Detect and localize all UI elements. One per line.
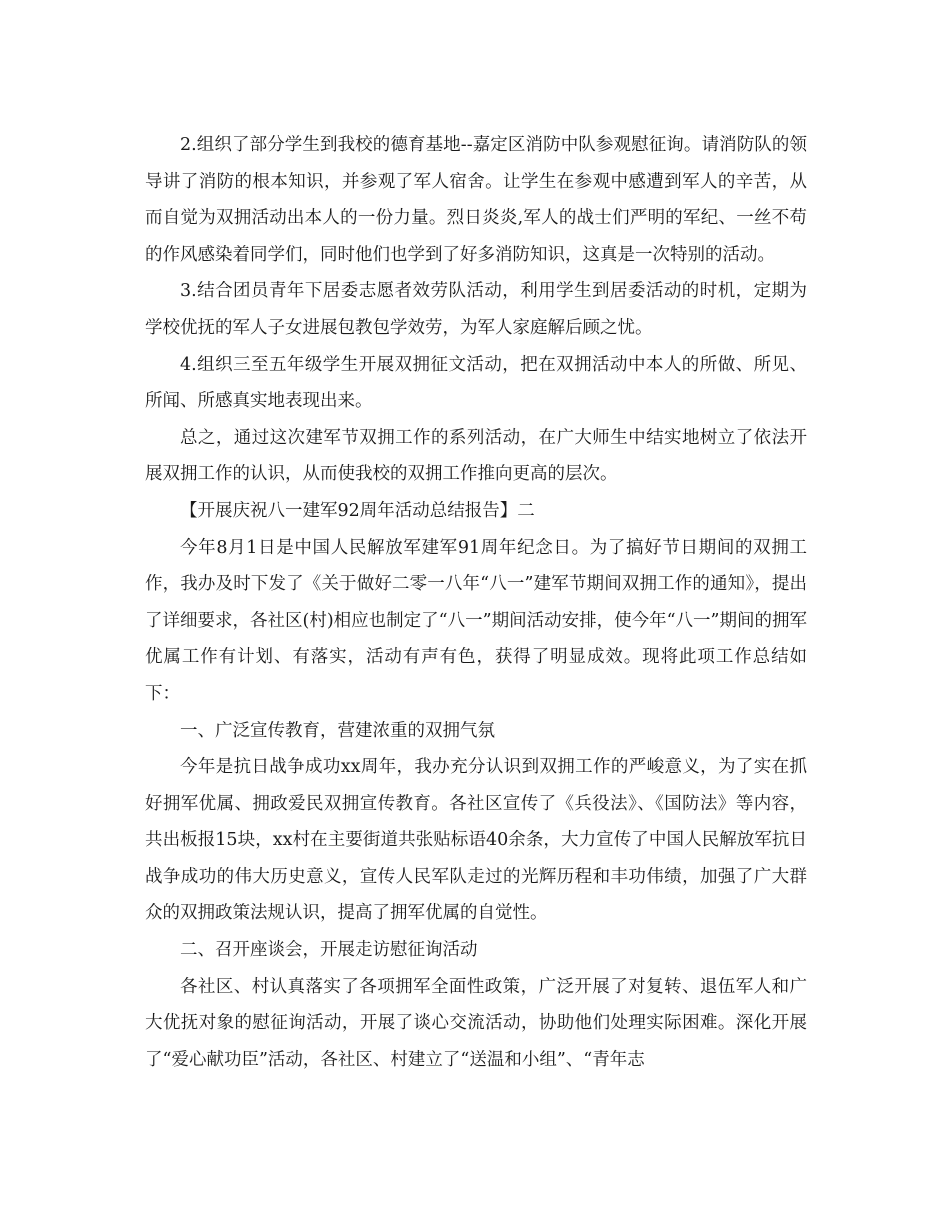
- paragraph-publicity: 今年是抗日战争成功xx周年，我办充分认识到双拥工作的严峻意义，为了实在抓好拥军优属、拥政爱民双拥宣传教育。各社区宣传了《兵役法》、《国防法》等内容，共出板报15块，xx村在主要街道共张贴标语40余条，大力宣传了中国人民解放军抗日战争成功的伟大历史意义，宣传人民军队走过的光辉历程和丰功伟绩，加强了广大群众的双拥政策法规认识，提高了拥军优属的自觉性。: [145, 757, 807, 924]
- heading-publicity: 一、广泛宣传教育，营建浓重的双拥气氛: [180, 720, 495, 741]
- paragraph-volunteer-service: 3.结合团员青年下居委志愿者效劳队活动，利用学生到居委活动的时机，定期为学校优抚的军人子女进展包教包学效劳，为军人家庭解后顾之忧。: [145, 281, 807, 338]
- paragraph-summary: 总之，通过这次建军节双拥工作的系列活动，在广大师生中结实地树立了依法开展双拥工作的认识，从而使我校的双拥工作推向更高的层次。: [145, 427, 807, 485]
- paragraph-essay-activity: 4.组织三至五年级学生开展双拥征文活动，把在双拥活动中本人的所做、所见、所闻、所感真实地表现出来。: [145, 354, 807, 412]
- paragraph-intro: 今年8月1日是中国人民解放军建军91周年纪念日。为了搞好节日期间的双拥工作，我办及时下发了《关于做好二零一八年“八一”建军节期间双拥工作的通知》，提出了详细要求，各社区(村)相应也制定了“八一”期间活动安排，使今年“八一”期间的拥军优属工作有计划、有落实，活动有声有色，获得了明显成效。现将此项工作总结如下：: [145, 537, 807, 704]
- document-body: [145, 127, 807, 1078]
- paragraph-visits: 各社区、村认真落实了各项拥军全面性政策，广泛开展了对复转、退伍军人和广大优抚对象的慰征询活动，开展了谈心交流活动，协助他们处理实际困难。深化开展了“爱心献功臣”活动，各社区、村建立了“送温和小组”、“青年志: [145, 976, 807, 1070]
- section-heading-report-two: 【开展庆祝八一建军92周年活动总结报告】二: [180, 500, 535, 521]
- heading-symposium: 二、召开座谈会，开展走访慰征询活动: [180, 940, 478, 961]
- paragraph-fire-brigade-visit: 2.组织了部分学生到我校的德育基地--嘉定区消防中队参观慰征询。请消防队的领导讲了消防的根本知识，并参观了军人宿舍。让学生在参观中感遭到军人的辛苦，从而自觉为双拥活动出本人的一份力量。烈日炎炎,军人的战士们严明的军纪、一丝不苟的作风感染着同学们，同时他们也学到了好多消防知识，这真是一次特别的活动。: [145, 135, 807, 265]
